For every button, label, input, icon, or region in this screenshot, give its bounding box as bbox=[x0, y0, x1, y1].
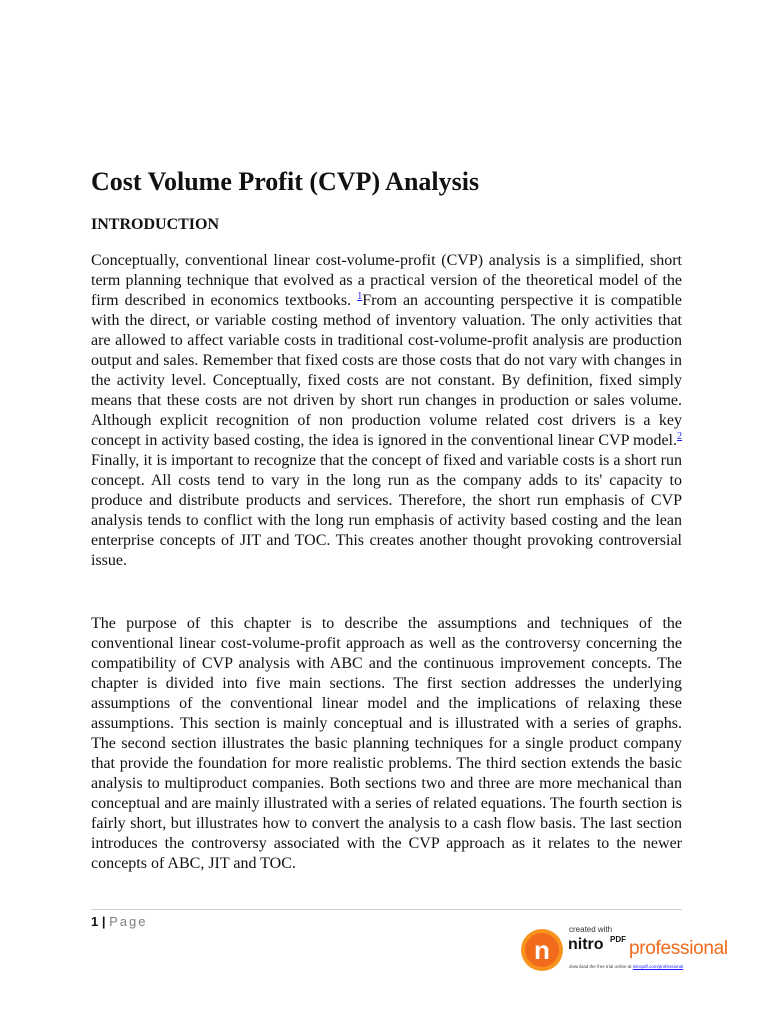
nitro-download-text: download the free trial online at bbox=[569, 964, 633, 969]
nitro-watermark[interactable] bbox=[517, 924, 728, 976]
nitro-brand-superscript: PDF bbox=[610, 935, 626, 944]
footnote-link-2[interactable]: 2 bbox=[677, 431, 682, 442]
paragraph-text: From an accounting perspective it is compatible with the direct, or variable costing method of inventory valuation. The only activities that are allowed to affect variable costs in traditional cost-volume-profit analysis are production output and sales. Remember that fixed costs are those costs that do not vary with changes in the activity level. Conceptually, fixed costs are not constant. By definition, fixed simply means that these costs are not driven by short run changes in production or sales volume. Although explicit recognition of non production volume related cost drivers is a key concept in activity based costing, the idea is ignored in the conventional linear CVP model. bbox=[91, 292, 683, 449]
nitro-brand: nitro bbox=[568, 936, 604, 953]
paragraph-purpose: The purpose of this chapter is to describe the assumptions and techniques of the conventional linear cost-volume-profit approach as well as the controversy concerning the compatibility of CVP analysis with ABC and the continuous improvement concepts. The chapter is divided into five main sections. The first section addresses the underlying assumptions of the conventional linear model and the implications of relaxing these assumptions. This section is mainly conceptual and is illustrated with a series of graphs. The second section illustrates the basic planning techniques for a single product company that provide the foundation for more realistic problems. The third section extends the basic analysis to multiproduct companies. Both sections two and three are more mechanical than conceptual and are mainly illustrated with a series of related equations. The fourth section is fairly short, but illustrates how to convert the analysis to a cash flow basis. The last section introduces the controversy associated with the CVP approach as it relates to the newer concepts of ABC, JIT and TOC. bbox=[91, 615, 682, 872]
page-number: 1 bbox=[91, 914, 99, 929]
footnote-link-1[interactable]: 1 bbox=[357, 291, 363, 302]
document-title: Cost Volume Profit (CVP) Analysis bbox=[91, 167, 480, 196]
nitro-edition: professional bbox=[629, 938, 728, 959]
footer-separator: | bbox=[101, 914, 106, 929]
page-footer bbox=[91, 913, 148, 931]
paragraph-text: Finally, it is important to recognize that the concept of fixed and variable costs is a short run concept. All costs tend to vary in the long run as the company adds to its' capacity to produce and distribute products and services. Therefore, the short run emphasis of CVP analysis tends to conflict with the long run emphasis of activity based costing and the lean enterprise concepts of JIT and TOC. This creates another thought provoking controversial issue. bbox=[91, 452, 682, 569]
footer-divider bbox=[91, 909, 682, 910]
section-heading: INTRODUCTION bbox=[91, 216, 220, 233]
paragraph-text: Conceptually, conventional linear cost-volume-profit (CVP) analysis is a simplified, short term planning technique that evolved as a practical version of the theoretical model of the firm described in economics textbooks. bbox=[91, 252, 682, 309]
nitro-logo-letter: n bbox=[534, 935, 550, 965]
page-label: Page bbox=[109, 914, 148, 929]
nitro-created-with: created with bbox=[569, 925, 613, 934]
nitro-logo-icon bbox=[520, 928, 564, 972]
nitro-download-link[interactable]: nitropdf.com/professional bbox=[632, 964, 684, 969]
nitro-download-line bbox=[569, 964, 683, 969]
paragraph-introduction bbox=[91, 251, 682, 571]
